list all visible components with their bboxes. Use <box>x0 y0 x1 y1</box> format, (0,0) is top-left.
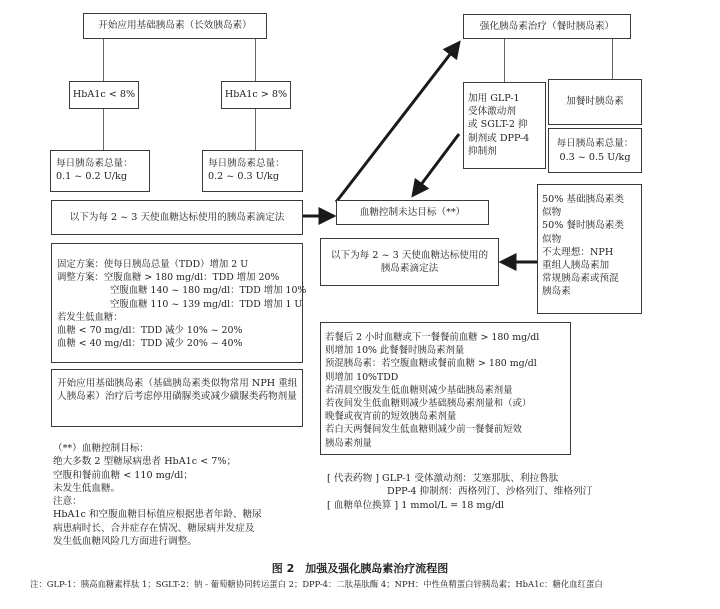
scheme-line: 空腹血糖 110 ~ 139 mg/dl：TDD 增加 1 U <box>110 298 303 310</box>
adjust-rules-box <box>320 322 571 455</box>
add-meal-insulin-label: 加餐时胰岛素 <box>566 96 624 108</box>
glp1-line: 或 SGLT-2 抑 <box>468 119 528 131</box>
target-note-line: 注意： <box>53 496 82 508</box>
rule-line: 晚餐或夜宵前的短效胰岛素剂量 <box>325 411 457 423</box>
drug-label: [ 代表药物 ] <box>327 473 379 484</box>
start-basal-insulin-label: 开始应用基础胰岛素（长效胰岛素） <box>98 20 252 32</box>
scheme-line: 空腹血糖 140 ~ 180 mg/dl：TDD 增加 10% <box>110 285 307 297</box>
analog-line: 似物 <box>542 233 562 245</box>
rule-line: 若白天两餐间发生低血糖则减少前一餐餐前短效 <box>325 424 522 436</box>
target-note-line: 空腹和餐前血糖 < 110 mg/dl； <box>53 469 193 481</box>
dose-high-line1: 每日胰岛素总量： <box>208 158 285 169</box>
glp1-line: 受体激动剂 <box>468 106 516 118</box>
sulfonylurea-box <box>51 369 303 427</box>
figure-footnote: 注：GLP-1：胰高血糖素样肽 1；SGLT-2：钠 - 葡萄糖协同转运蛋白 2；DPP-4：二肽基肽酶 4；NPH：中性鱼精蛋白锌胰岛素；HbA1c：糖化血红蛋白 <box>30 579 603 589</box>
hba1c-high-label: HbA1c > 8% <box>224 89 288 101</box>
drug-glp1: GLP-1 受体激动剂：艾塞那肽、利拉鲁肽 <box>382 473 559 484</box>
titration-right-line1: 以下为每 2 ~ 3 天使血糖达标使用的 <box>330 249 489 261</box>
glp1-line: 加用 GLP-1 <box>468 93 520 104</box>
dose-low-line2: 0.1 ~ 0.2 U/kg <box>56 171 127 183</box>
unit-label: [ 血糖单位换算 ] <box>327 499 399 511</box>
titration-right-box <box>320 238 499 286</box>
drug-legend-row <box>327 472 627 485</box>
titration-left-box <box>51 200 303 235</box>
add-meal-insulin-box <box>548 79 642 125</box>
target-note-line: 发生低血糖风险几方面进行调整。 <box>53 536 197 548</box>
start-basal-insulin-box <box>83 13 267 39</box>
drug-dpp4: DPP-4 抑制剂：西格列汀、沙格列汀、维格列汀 <box>387 486 593 498</box>
sulfonylurea-text: 开始应用基础胰岛素（基础胰岛素类似物常用 NPH 重组人胰岛素）治疗后考虑停用磺脲类或减少磺脲类药物剂量 <box>57 378 298 403</box>
scheme-line: 固定方案：使每日胰岛总量（TDD）增加 2 U <box>57 259 249 270</box>
dose-low-line1: 每日胰岛素总量： <box>56 158 133 169</box>
target-note-line: 病患病时长、合并症存在情况、糖尿病并发症及 <box>53 522 255 534</box>
target-note-line: 绝大多数 2 型糖尿病患者 HbA1c < 7%； <box>53 456 237 468</box>
rule-line: 则增加 10%TDD <box>325 371 399 383</box>
unit-row <box>327 499 627 512</box>
dose-intensive-box <box>548 128 642 173</box>
rule-line: 胰岛素剂量 <box>325 437 372 449</box>
unit-value: 1 mmol/L = 18 mg/dl <box>401 499 505 511</box>
titration-right-line2: 胰岛素滴定法 <box>380 263 439 274</box>
dose-intensive-line1: 每日胰岛素总量： <box>556 138 634 150</box>
analog-line: 50% 基础胰岛素类 <box>542 194 624 205</box>
scheme-line: 若发生低血糖： <box>57 311 123 323</box>
intensive-insulin-label: 强化胰岛素治疗（餐时胰岛素） <box>479 20 615 32</box>
titration-scheme-box <box>51 243 307 363</box>
intensive-insulin-box <box>463 14 631 39</box>
add-glp1-box <box>463 82 546 169</box>
dose-high-line2: 0.2 ~ 0.3 U/kg <box>208 171 279 183</box>
hba1c-low-label: HbA1c < 8% <box>72 89 136 101</box>
hba1c-low-box <box>69 81 139 109</box>
analog-line: 似物 <box>542 207 562 219</box>
analog-mix-box <box>537 184 642 314</box>
figure-caption: 图 2 加强及强化胰岛素治疗流程图 <box>271 562 449 575</box>
dose-low-box <box>50 150 150 192</box>
rule-line: 若清晨空腹发生低血糖则减少基础胰岛素剂量 <box>325 384 513 396</box>
titration-left-label: 以下为每 2 ~ 3 天使血糖达标使用的胰岛素滴定法 <box>69 211 285 223</box>
dose-high-box <box>202 150 303 192</box>
analog-line: 不太理想：NPH <box>542 246 614 258</box>
scheme-line: 调整方案：空腹血糖 > 180 mg/dl：TDD 增加 20% <box>57 272 280 284</box>
glp1-line: 制剂或 DPP-4 <box>468 132 530 144</box>
rule-line: 则增加 10% 此餐餐时胰岛素剂量 <box>325 345 465 357</box>
analog-line: 重组人胰岛素加 <box>542 260 610 272</box>
not-at-target-box <box>336 200 489 225</box>
rule-line: 若夜间发生低血糖则减少基础胰岛素剂量和（或） <box>325 398 532 410</box>
hba1c-high-box <box>221 81 291 109</box>
target-note-line: （**）血糖控制目标： <box>53 443 149 454</box>
dose-intensive-line2: 0.3 ~ 0.5 U/kg <box>559 151 631 163</box>
scheme-line: 血糖 < 70 mg/dl：TDD 减少 10% ~ 20% <box>57 325 243 337</box>
target-note-line: 未发生低血糖。 <box>53 482 121 494</box>
not-at-target-label: 血糖控制未达目标（**） <box>359 206 466 218</box>
target-note-line: HbA1c 和空腹血糖目标值应根据患者年龄、糖尿 <box>53 509 262 521</box>
rule-line: 若餐后 2 小时血糖或下一餐餐前血糖 > 180 mg/dl <box>325 332 540 343</box>
analog-line: 50% 餐时胰岛素类 <box>542 220 624 232</box>
analog-line: 常规胰岛素或预混 <box>542 273 619 285</box>
scheme-line: 血糖 < 40 mg/dl：TDD 减少 20% ~ 40% <box>57 338 243 350</box>
rule-line: 预混胰岛素：若空腹血糖或餐前血糖 > 180 mg/dl <box>325 358 537 370</box>
glp1-line: 抑制剂 <box>468 145 497 157</box>
drug-legend <box>327 472 627 512</box>
target-notes <box>53 442 293 548</box>
analog-line: 胰岛素 <box>542 286 571 298</box>
